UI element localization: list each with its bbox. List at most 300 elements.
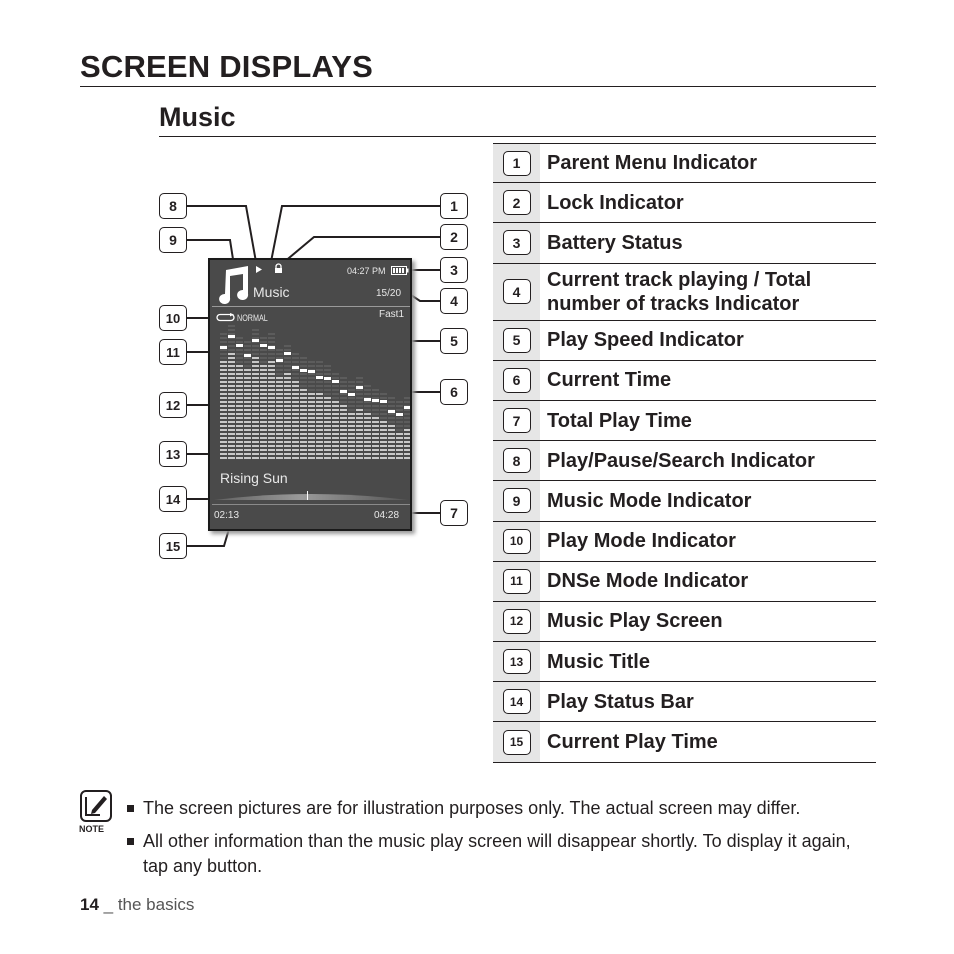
eq-segment <box>388 449 395 451</box>
eq-segment <box>348 385 355 387</box>
eq-segment <box>260 341 267 343</box>
eq-segment <box>324 413 331 415</box>
eq-segment <box>244 361 251 363</box>
eq-segment <box>276 433 283 435</box>
eq-segment <box>220 433 227 435</box>
eq-segment <box>252 445 259 447</box>
eq-segment <box>324 373 331 375</box>
callout-11: 11 <box>159 339 187 365</box>
eq-segment <box>380 393 387 395</box>
eq-segment <box>260 361 267 363</box>
eq-segment <box>324 429 331 431</box>
eq-segment <box>388 441 395 443</box>
eq-segment <box>396 437 403 439</box>
eq-segment <box>260 357 267 359</box>
screen-music-title: Rising Sun <box>220 470 288 486</box>
eq-segment <box>316 385 323 387</box>
eq-segment <box>316 453 323 455</box>
eq-segment <box>308 417 315 419</box>
eq-segment <box>404 445 410 447</box>
eq-segment <box>292 445 299 447</box>
eq-segment <box>252 349 259 351</box>
eq-segment <box>380 397 387 399</box>
eq-segment <box>364 433 371 435</box>
eq-segment <box>300 445 307 447</box>
eq-segment <box>372 409 379 411</box>
eq-segment <box>252 401 259 403</box>
eq-segment <box>404 441 410 443</box>
eq-segment <box>332 437 339 439</box>
eq-segment <box>348 429 355 431</box>
eq-segment <box>220 361 227 363</box>
eq-segment <box>244 449 251 451</box>
eq-segment <box>308 365 315 367</box>
eq-segment <box>340 429 347 431</box>
eq-peak <box>356 386 363 389</box>
eq-segment <box>268 453 275 455</box>
eq-segment <box>268 337 275 339</box>
eq-segment <box>268 349 275 351</box>
eq-segment <box>284 361 291 363</box>
eq-segment <box>324 389 331 391</box>
eq-segment <box>236 353 243 355</box>
eq-segment <box>356 421 363 423</box>
eq-segment <box>252 433 259 435</box>
eq-segment <box>236 397 243 399</box>
eq-segment <box>292 441 299 443</box>
eq-segment <box>388 445 395 447</box>
eq-segment <box>356 441 363 443</box>
eq-segment <box>244 413 251 415</box>
callout-13: 13 <box>159 441 187 467</box>
callout-12: 12 <box>159 392 187 418</box>
eq-segment <box>364 437 371 439</box>
eq-segment <box>268 405 275 407</box>
eq-segment <box>300 441 307 443</box>
eq-segment <box>268 425 275 427</box>
eq-segment <box>308 457 315 459</box>
callout-10: 10 <box>159 305 187 331</box>
legend-row <box>493 264 876 321</box>
eq-segment <box>316 417 323 419</box>
eq-segment <box>260 421 267 423</box>
eq-segment <box>324 425 331 427</box>
eq-segment <box>316 369 323 371</box>
eq-segment <box>300 381 307 383</box>
eq-segment <box>316 373 323 375</box>
eq-segment <box>324 417 331 419</box>
eq-segment <box>228 457 235 459</box>
eq-segment <box>252 405 259 407</box>
eq-segment <box>332 441 339 443</box>
eq-segment <box>220 409 227 411</box>
eq-segment <box>276 417 283 419</box>
eq-segment <box>404 453 410 455</box>
eq-segment <box>380 405 387 407</box>
eq-segment <box>300 385 307 387</box>
eq-segment <box>260 353 267 355</box>
eq-segment <box>340 405 347 407</box>
eq-peak <box>220 346 227 349</box>
eq-segment <box>308 361 315 363</box>
eq-segment <box>284 345 291 347</box>
eq-segment <box>348 449 355 451</box>
eq-segment <box>236 401 243 403</box>
eq-segment <box>220 357 227 359</box>
eq-segment <box>396 441 403 443</box>
eq-peak <box>380 400 387 403</box>
eq-peak <box>364 398 371 401</box>
eq-segment <box>292 425 299 427</box>
eq-segment <box>252 385 259 387</box>
eq-segment <box>388 425 395 427</box>
eq-segment <box>244 437 251 439</box>
legend-row <box>493 522 876 562</box>
eq-segment <box>404 401 410 403</box>
legend-table <box>493 143 876 763</box>
eq-segment <box>276 349 283 351</box>
section-title: Music <box>159 102 236 132</box>
eq-segment <box>220 417 227 419</box>
eq-segment <box>308 445 315 447</box>
eq-segment <box>252 329 259 331</box>
eq-segment <box>372 425 379 427</box>
eq-segment <box>308 425 315 427</box>
eq-segment <box>316 429 323 431</box>
eq-segment <box>340 393 347 395</box>
eq-segment <box>308 429 315 431</box>
eq-segment <box>380 437 387 439</box>
eq-segment <box>268 333 275 335</box>
eq-segment <box>332 457 339 459</box>
eq-segment <box>340 421 347 423</box>
eq-segment <box>308 397 315 399</box>
screen-dnse-mode: NORMAL <box>237 313 268 323</box>
eq-segment <box>284 421 291 423</box>
eq-segment <box>260 417 267 419</box>
screen-current-play-time: 02:13 <box>214 510 240 521</box>
eq-segment <box>228 409 235 411</box>
legend-row <box>493 223 876 263</box>
eq-segment <box>300 433 307 435</box>
eq-segment <box>348 401 355 403</box>
eq-segment <box>284 385 291 387</box>
eq-segment <box>220 365 227 367</box>
eq-peak <box>316 376 323 379</box>
eq-segment <box>388 457 395 459</box>
eq-segment <box>268 381 275 383</box>
eq-segment <box>244 441 251 443</box>
eq-segment <box>340 445 347 447</box>
eq-segment <box>236 449 243 451</box>
eq-segment <box>252 381 259 383</box>
eq-segment <box>236 429 243 431</box>
eq-segment <box>388 417 395 419</box>
eq-segment <box>356 405 363 407</box>
eq-segment <box>220 353 227 355</box>
eq-segment <box>228 393 235 395</box>
eq-segment <box>260 373 267 375</box>
eq-segment <box>316 389 323 391</box>
eq-segment <box>292 429 299 431</box>
eq-segment <box>244 417 251 419</box>
eq-segment <box>276 393 283 395</box>
legend-label: Music Mode Indicator <box>547 489 752 512</box>
eq-segment <box>276 453 283 455</box>
eq-segment <box>372 389 379 391</box>
legend-row <box>493 361 876 401</box>
play-arrow-icon <box>255 265 263 274</box>
eq-segment <box>316 393 323 395</box>
eq-segment <box>396 453 403 455</box>
eq-segment <box>220 373 227 375</box>
eq-segment <box>348 381 355 383</box>
eq-peak <box>244 354 251 357</box>
eq-segment <box>268 357 275 359</box>
eq-segment <box>292 405 299 407</box>
eq-segment <box>276 369 283 371</box>
eq-segment <box>388 437 395 439</box>
legend-number: 8 <box>503 448 531 473</box>
callout-5: 5 <box>440 328 468 354</box>
eq-segment <box>260 365 267 367</box>
eq-segment <box>396 417 403 419</box>
eq-segment <box>244 349 251 351</box>
eq-segment <box>252 333 259 335</box>
eq-segment <box>292 401 299 403</box>
eq-segment <box>324 405 331 407</box>
eq-segment <box>316 401 323 403</box>
callout-3: 3 <box>440 257 468 283</box>
eq-segment <box>284 437 291 439</box>
eq-segment <box>252 437 259 439</box>
eq-segment <box>284 397 291 399</box>
legend-number: 10 <box>503 529 531 554</box>
eq-segment <box>348 409 355 411</box>
eq-segment <box>300 409 307 411</box>
screen-play-speed: Fast1 <box>379 309 405 320</box>
screen-total-play-time: 04:28 <box>374 510 400 521</box>
eq-segment <box>348 405 355 407</box>
eq-segment <box>308 437 315 439</box>
eq-segment <box>308 453 315 455</box>
eq-segment <box>236 369 243 371</box>
page-number: 14 <box>80 895 99 914</box>
legend-row <box>493 722 876 762</box>
eq-segment <box>404 449 410 451</box>
eq-segment <box>380 409 387 411</box>
eq-segment <box>252 397 259 399</box>
eq-segment <box>252 393 259 395</box>
eq-segment <box>340 449 347 451</box>
callout-2: 2 <box>440 224 468 250</box>
eq-segment <box>292 385 299 387</box>
eq-segment <box>356 437 363 439</box>
eq-segment <box>364 449 371 451</box>
eq-segment <box>396 433 403 435</box>
eq-segment <box>348 417 355 419</box>
eq-peak <box>284 352 291 355</box>
eq-segment <box>260 377 267 379</box>
eq-segment <box>388 405 395 407</box>
eq-segment <box>292 373 299 375</box>
eq-segment <box>340 377 347 379</box>
eq-segment <box>260 433 267 435</box>
legend-number: 11 <box>503 569 531 594</box>
eq-segment <box>228 397 235 399</box>
eq-segment <box>252 337 259 339</box>
legend-row <box>493 682 876 722</box>
eq-segment <box>380 449 387 451</box>
eq-segment <box>396 401 403 403</box>
eq-segment <box>244 397 251 399</box>
eq-segment <box>364 417 371 419</box>
eq-segment <box>220 389 227 391</box>
eq-segment <box>332 377 339 379</box>
eq-segment <box>356 381 363 383</box>
eq-segment <box>348 433 355 435</box>
eq-segment <box>228 389 235 391</box>
eq-segment <box>308 421 315 423</box>
legend-label: Parent Menu Indicator <box>547 152 758 175</box>
eq-segment <box>220 425 227 427</box>
eq-segment <box>252 409 259 411</box>
eq-segment <box>236 441 243 443</box>
legend-row <box>493 602 876 642</box>
eq-segment <box>292 421 299 423</box>
eq-segment <box>228 341 235 343</box>
eq-segment <box>372 417 379 419</box>
eq-segment <box>396 429 403 431</box>
note-pencil-icon <box>80 790 112 822</box>
eq-segment <box>316 413 323 415</box>
eq-segment <box>364 453 371 455</box>
eq-peak <box>388 410 395 413</box>
eq-segment <box>228 401 235 403</box>
eq-segment <box>332 409 339 411</box>
eq-segment <box>284 357 291 359</box>
eq-segment <box>276 457 283 459</box>
eq-segment <box>236 445 243 447</box>
eq-segment <box>268 397 275 399</box>
eq-segment <box>260 401 267 403</box>
eq-segment <box>220 413 227 415</box>
eq-segment <box>404 421 410 423</box>
eq-segment <box>260 445 267 447</box>
eq-segment <box>252 441 259 443</box>
eq-segment <box>332 393 339 395</box>
bullet-square-icon <box>127 805 134 812</box>
eq-segment <box>324 385 331 387</box>
eq-segment <box>316 409 323 411</box>
eq-segment <box>228 373 235 375</box>
eq-segment <box>252 425 259 427</box>
eq-peak <box>236 344 243 347</box>
eq-segment <box>220 405 227 407</box>
eq-peak <box>260 344 267 347</box>
eq-segment <box>276 449 283 451</box>
eq-segment <box>284 401 291 403</box>
eq-segment <box>300 357 307 359</box>
eq-segment <box>236 413 243 415</box>
eq-segment <box>332 385 339 387</box>
eq-segment <box>340 437 347 439</box>
note-bullet <box>127 796 877 821</box>
legend-number: 5 <box>503 328 531 353</box>
eq-segment <box>268 341 275 343</box>
eq-segment <box>316 433 323 435</box>
eq-segment <box>260 349 267 351</box>
eq-segment <box>268 377 275 379</box>
eq-segment <box>348 453 355 455</box>
music-play-screen <box>212 320 410 460</box>
eq-segment <box>356 425 363 427</box>
eq-segment <box>308 377 315 379</box>
eq-segment <box>380 433 387 435</box>
eq-segment <box>252 369 259 371</box>
eq-peak <box>276 359 283 362</box>
eq-peak <box>300 369 307 372</box>
eq-segment <box>356 377 363 379</box>
eq-peak <box>292 366 299 369</box>
eq-segment <box>244 425 251 427</box>
eq-segment <box>268 421 275 423</box>
eq-segment <box>356 389 363 391</box>
eq-segment <box>324 457 331 459</box>
eq-segment <box>284 429 291 431</box>
eq-segment <box>228 377 235 379</box>
eq-segment <box>220 369 227 371</box>
eq-segment <box>308 441 315 443</box>
eq-segment <box>268 417 275 419</box>
eq-segment <box>388 401 395 403</box>
eq-segment <box>396 457 403 459</box>
eq-segment <box>284 393 291 395</box>
eq-segment <box>332 449 339 451</box>
eq-segment <box>244 433 251 435</box>
eq-segment <box>364 385 371 387</box>
legend-number: 15 <box>503 730 531 755</box>
eq-segment <box>348 441 355 443</box>
eq-segment <box>268 373 275 375</box>
eq-segment <box>404 397 410 399</box>
eq-segment <box>236 337 243 339</box>
note-bullet <box>127 829 877 879</box>
page-footer <box>80 895 194 915</box>
eq-segment <box>324 441 331 443</box>
eq-segment <box>348 421 355 423</box>
eq-segment <box>300 437 307 439</box>
eq-segment <box>356 429 363 431</box>
eq-segment <box>332 445 339 447</box>
eq-segment <box>292 369 299 371</box>
eq-segment <box>284 377 291 379</box>
eq-segment <box>364 425 371 427</box>
eq-segment <box>364 393 371 395</box>
eq-segment <box>244 457 251 459</box>
eq-segment <box>348 425 355 427</box>
eq-segment <box>300 421 307 423</box>
eq-segment <box>332 389 339 391</box>
eq-segment <box>316 437 323 439</box>
eq-segment <box>308 433 315 435</box>
eq-segment <box>300 365 307 367</box>
legend-number: 14 <box>503 689 531 714</box>
eq-segment <box>244 405 251 407</box>
eq-segment <box>324 401 331 403</box>
eq-segment <box>268 413 275 415</box>
legend-number: 6 <box>503 368 531 393</box>
